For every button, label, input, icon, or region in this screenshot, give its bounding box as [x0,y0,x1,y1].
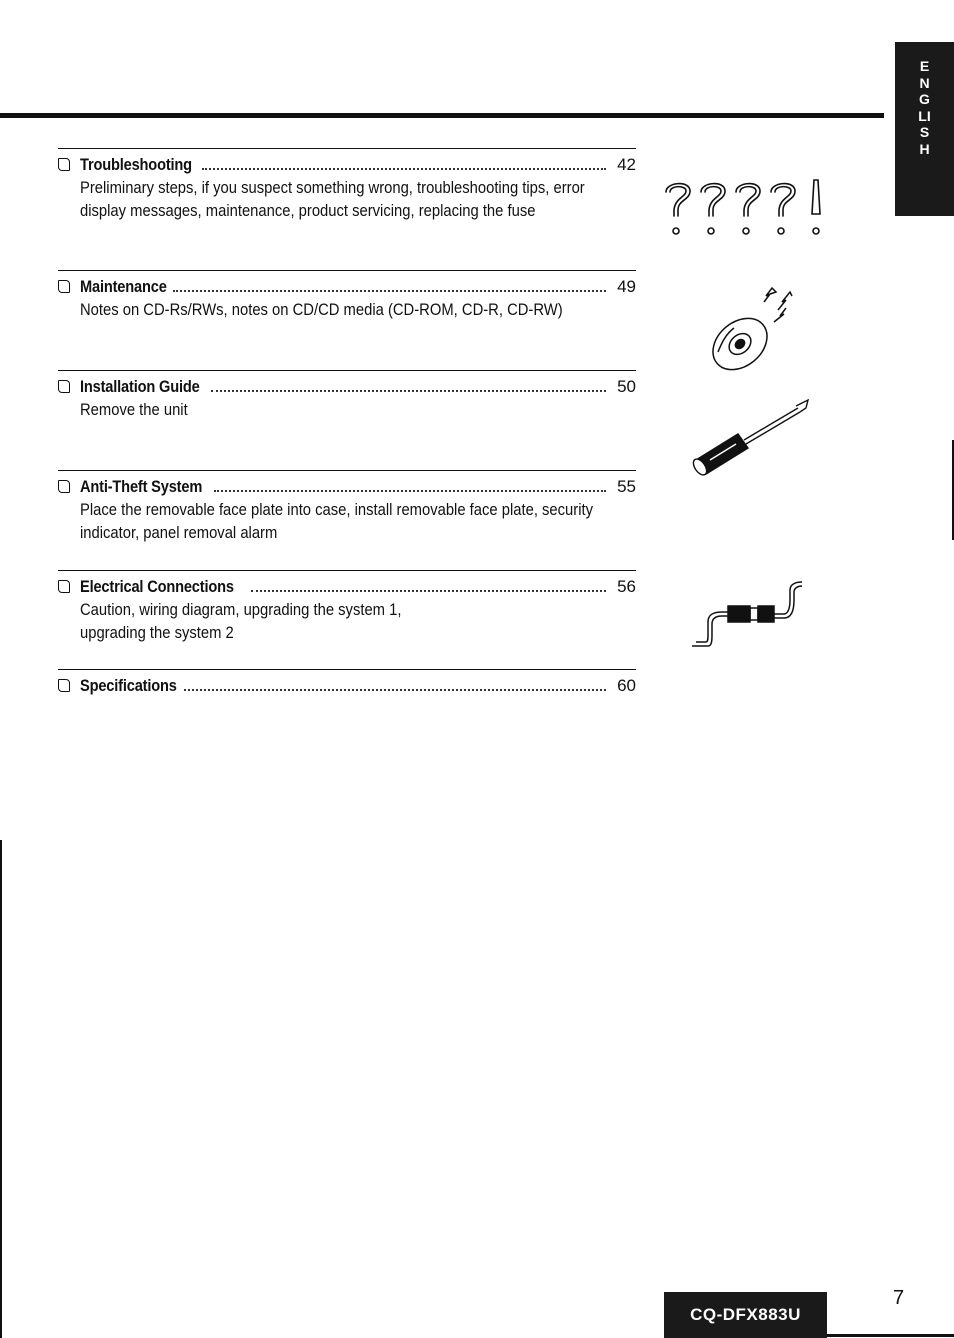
entry-title[interactable]: Maintenance [80,277,167,296]
entry-title[interactable]: Troubleshooting [80,155,192,174]
model-label: CQ-DFX883U [664,1292,827,1338]
checkbox-icon [58,679,70,692]
entry-rule [58,370,636,371]
checkbox-icon [58,380,70,393]
entry-rule [58,669,636,670]
entry-description: Preliminary steps, if you suspect something wrong, troubleshooting tips, error display messages, maintenance, product servicing, replacing the fuse [80,178,585,220]
page-number: 7 [893,1287,905,1309]
entry-page: 56 [617,577,636,596]
checkbox-icon [58,158,70,171]
left-edge-mark [0,840,2,1338]
toc-entry-electrical-connections[interactable] [58,570,636,644]
dot-leader [184,689,606,691]
toc-entry-maintenance[interactable] [58,270,636,322]
dot-leader [251,590,606,592]
question-marks-icon [660,176,835,238]
footer-rule [827,1334,954,1337]
entry-description: Remove the unit [80,400,188,419]
checkbox-icon [58,280,70,293]
language-tab-label: ENGLISH [918,58,931,157]
dot-leader [173,290,606,292]
checkbox-icon [58,480,70,493]
language-tab [895,42,954,216]
entry-page: 42 [617,155,636,174]
entry-description: Place the removable face plate into case, install removable face plate, security indicator, panel removal alarm [80,500,594,542]
entry-page: 49 [617,277,636,296]
entry-title[interactable]: Specifications [80,676,177,695]
entry-title[interactable]: Electrical Connections [80,577,234,596]
entry-description: Notes on CD-Rs/RWs, notes on CD/CD media (CD-ROM, CD-R, CD-RW) [80,300,563,319]
entry-description: Caution, wiring diagram, upgrading the system 1, upgrading the system 2 [80,600,402,642]
entry-title[interactable]: Installation Guide [80,377,200,396]
entry-rule [58,270,636,271]
dot-leader [211,390,606,392]
dot-leader [202,168,606,170]
entry-page: 50 [617,377,636,396]
screwdriver-icon [690,398,814,480]
dot-leader [214,490,606,492]
toc-entry-troubleshooting[interactable] [58,148,636,222]
cable-connector-icon [688,580,810,650]
entry-page: 60 [617,676,636,695]
toc-entry-anti-theft-system[interactable] [58,470,636,544]
toc-entry-installation-guide[interactable] [58,370,636,422]
entry-page: 55 [617,477,636,496]
toc-entry-specifications[interactable] [58,669,636,696]
entry-rule [58,148,636,149]
cd-disc-icon [706,282,801,374]
entry-rule [58,570,636,571]
entry-rule [58,470,636,471]
checkbox-icon [58,580,70,593]
entry-title[interactable]: Anti-Theft System [80,477,203,496]
header-rule [0,113,884,118]
